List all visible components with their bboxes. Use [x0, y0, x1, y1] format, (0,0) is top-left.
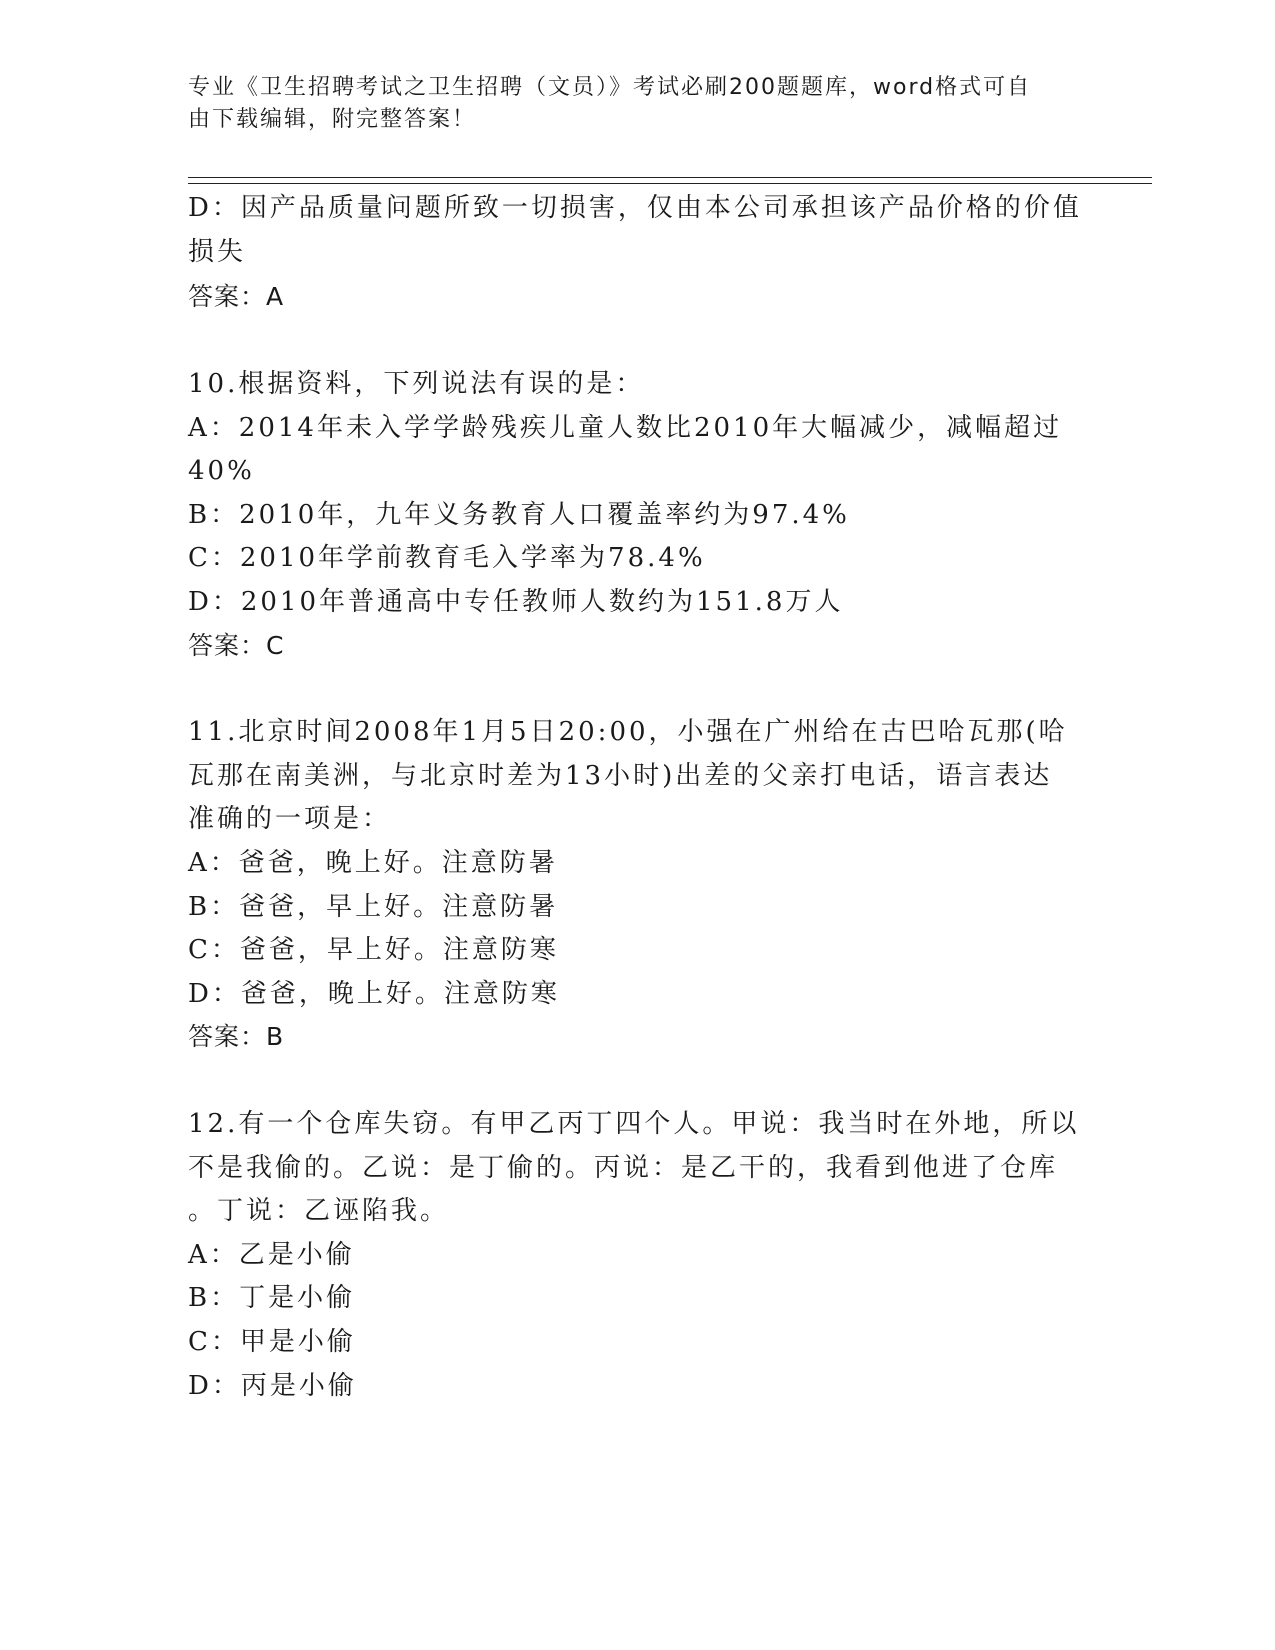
q10-option-b: B：2010年，九年义务教育人口覆盖率约为97.4% — [188, 500, 850, 530]
q12-option-d: D：丙是小偷 — [188, 1371, 357, 1401]
q11-option-b: B：爸爸，早上好。注意防暑 — [188, 892, 559, 922]
q11-option-a: A：爸爸，晚上好。注意防暑 — [188, 848, 558, 878]
q10-answer: 答案：C — [188, 631, 285, 660]
q12-stem-line3: 。丁说：乙诬陷我。 — [188, 1196, 450, 1226]
q12-stem-line1: 12.有一个仓库失窃。有甲乙丙丁四个人。甲说：我当时在外地，所以 — [188, 1109, 1080, 1139]
document-header — [188, 72, 1088, 136]
header-rule-bottom — [188, 183, 1152, 184]
header-line-1: 专业《卫生招聘考试之卫生招聘（文员）》考试必刷200题题库，word格式可自 — [188, 75, 1032, 100]
q10-option-a-line2: 40% — [188, 456, 255, 486]
q10-option-d: D：2010年普通高中专任教师人数约为151.8万人 — [188, 587, 844, 617]
q12-option-b: B：丁是小偷 — [188, 1283, 356, 1313]
q9-answer: 答案：A — [188, 282, 285, 311]
q9-option-d-line1: D：因产品质量问题所致一切损害，仅由本公司承担该产品价格的价值 — [188, 193, 1082, 223]
q10-stem: 10.根据资料，下列说法有误的是： — [188, 369, 645, 399]
q11-stem-line1: 11.北京时间2008年1月5日20:00，小强在广州给在古巴哈瓦那(哈 — [188, 717, 1068, 747]
q12-stem-line2: 不是我偷的。乙说：是丁偷的。丙说：是乙干的，我看到他进了仓库 — [188, 1153, 1059, 1183]
q11-option-d: D：爸爸，晚上好。注意防寒 — [188, 979, 560, 1009]
q11-stem-line2: 瓦那在南美洲，与北京时差为13小时)出差的父亲打电话，语言表达 — [188, 761, 1053, 791]
q11-answer: 答案：B — [188, 1022, 285, 1051]
q11-stem-line3: 准确的一项是： — [188, 804, 392, 834]
q12-option-a: A：乙是小偷 — [188, 1240, 355, 1270]
q10-option-a-line1: A：2014年未入学学龄残疾儿童人数比2010年大幅减少，减幅超过 — [188, 413, 1063, 443]
header-line-2: 由下载编辑，附完整答案！ — [188, 107, 477, 132]
q10-option-c: C：2010年学前教育毛入学率为78.4% — [188, 543, 706, 573]
q12-option-c: C：甲是小偷 — [188, 1327, 356, 1357]
header-rule-top — [188, 177, 1152, 178]
q9-option-d-line2: 损失 — [188, 237, 247, 267]
q11-option-c: C：爸爸，早上好。注意防寒 — [188, 935, 559, 965]
